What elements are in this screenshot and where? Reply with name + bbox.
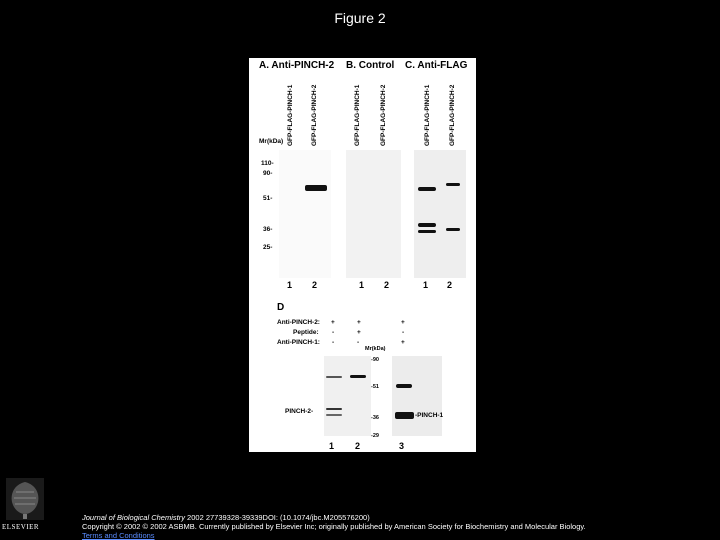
band-c1-upper xyxy=(418,187,436,191)
mw-marker: 36- xyxy=(263,226,273,233)
d-row-value: + xyxy=(357,329,361,336)
lane-label-c2: GFP-FLAG-PINCH-2 xyxy=(449,84,456,146)
mw-marker: 90- xyxy=(263,170,273,177)
band-c1-lower xyxy=(418,223,436,227)
band-c1-lower2 xyxy=(418,230,436,233)
panel-b-title: B. Control xyxy=(346,60,395,71)
lane-number: 1 xyxy=(287,280,293,290)
band-c2-lower xyxy=(446,228,460,231)
d-row-value: + xyxy=(401,319,405,326)
d-mw-marker: -90 xyxy=(371,357,379,363)
blot-panel-d-left xyxy=(324,356,371,436)
d-mw-marker: -51 xyxy=(371,384,379,390)
d-row-value: + xyxy=(331,319,335,326)
lane-label-c1: GFP-FLAG-PINCH-1 xyxy=(424,84,431,146)
panel-c-title: C. Anti-FLAG xyxy=(405,60,468,71)
lane-label-b1: GFP-FLAG-PINCH-1 xyxy=(354,84,361,146)
lane-number: 1 xyxy=(423,280,429,290)
band-d1-lower xyxy=(326,414,342,416)
d-row-label: Anti-PINCH-2: xyxy=(277,319,320,326)
citation xyxy=(82,513,602,540)
d-row-value: - xyxy=(332,339,335,346)
d-row-value: + xyxy=(401,339,405,346)
lane-label-a2: GFP-FLAG-PINCH-2 xyxy=(311,84,318,146)
band-d1-upper xyxy=(326,376,342,378)
lane-number: 2 xyxy=(384,280,390,290)
mw-marker: 25- xyxy=(263,244,273,251)
citation-copyright: Copyright © 2002 © 2002 ASBMB. Currently published by Elsevier Inc; originally published by American Society for Biochemistry and Molecular Biology. xyxy=(82,522,586,531)
band-d1-pinch2 xyxy=(326,408,342,410)
d-row-value: - xyxy=(332,329,335,336)
terms-link[interactable]: Terms and Conditions xyxy=(82,531,155,540)
mw-marker: 51- xyxy=(263,195,273,202)
band-d2-upper xyxy=(350,375,366,378)
citation-ref: 2002 27739328-39339DOI: (10.1074/jbc.M205576200) xyxy=(184,513,370,522)
western-blot-figure xyxy=(249,58,476,452)
d-row-value: - xyxy=(402,329,405,336)
citation-journal: Journal of Biological Chemistry xyxy=(82,513,185,522)
d-mw-marker: -29 xyxy=(371,433,379,439)
panel-d-label: D xyxy=(277,302,285,313)
lane-number: 2 xyxy=(312,280,318,290)
band-d3-pinch1 xyxy=(395,412,414,419)
d-row-label: Peptide: xyxy=(293,329,319,336)
mw-title: Mr(kDa) xyxy=(259,138,284,145)
band-pinch2 xyxy=(305,185,327,191)
blot-panel-c xyxy=(414,150,466,278)
d-row-value: - xyxy=(357,339,360,346)
mw-marker: 110- xyxy=(261,160,274,167)
lane-label-b2: GFP-FLAG-PINCH-2 xyxy=(380,84,387,146)
d-mw-marker: -36 xyxy=(371,415,379,421)
d-row-label: Anti-PINCH-1: xyxy=(277,339,320,346)
blot-panel-d-right xyxy=(392,356,442,436)
lane-number: 2 xyxy=(355,441,361,451)
lane-number: 1 xyxy=(329,441,335,451)
elsevier-tree-logo-icon xyxy=(6,478,44,520)
d-mw-title: Mr(kDa) xyxy=(365,346,386,352)
blot-panel-a xyxy=(279,150,331,278)
band-d3-upper xyxy=(396,384,412,388)
lane-number: 2 xyxy=(447,280,453,290)
pinch1-label: -PINCH-1 xyxy=(415,412,444,419)
lane-number: 1 xyxy=(359,280,365,290)
slide-title: Figure 2 xyxy=(334,10,386,26)
lane-number: 3 xyxy=(399,441,405,451)
d-row-value: + xyxy=(357,319,361,326)
panel-a-title: A. Anti-PINCH-2 xyxy=(259,60,335,71)
pinch2-label: PINCH-2- xyxy=(285,408,314,415)
elsevier-logo-text: ELSEVIER xyxy=(2,523,40,531)
blot-panel-b xyxy=(346,150,401,278)
lane-label-a1: GFP-FLAG-PINCH-1 xyxy=(287,84,294,146)
band-c2-upper xyxy=(446,183,460,186)
